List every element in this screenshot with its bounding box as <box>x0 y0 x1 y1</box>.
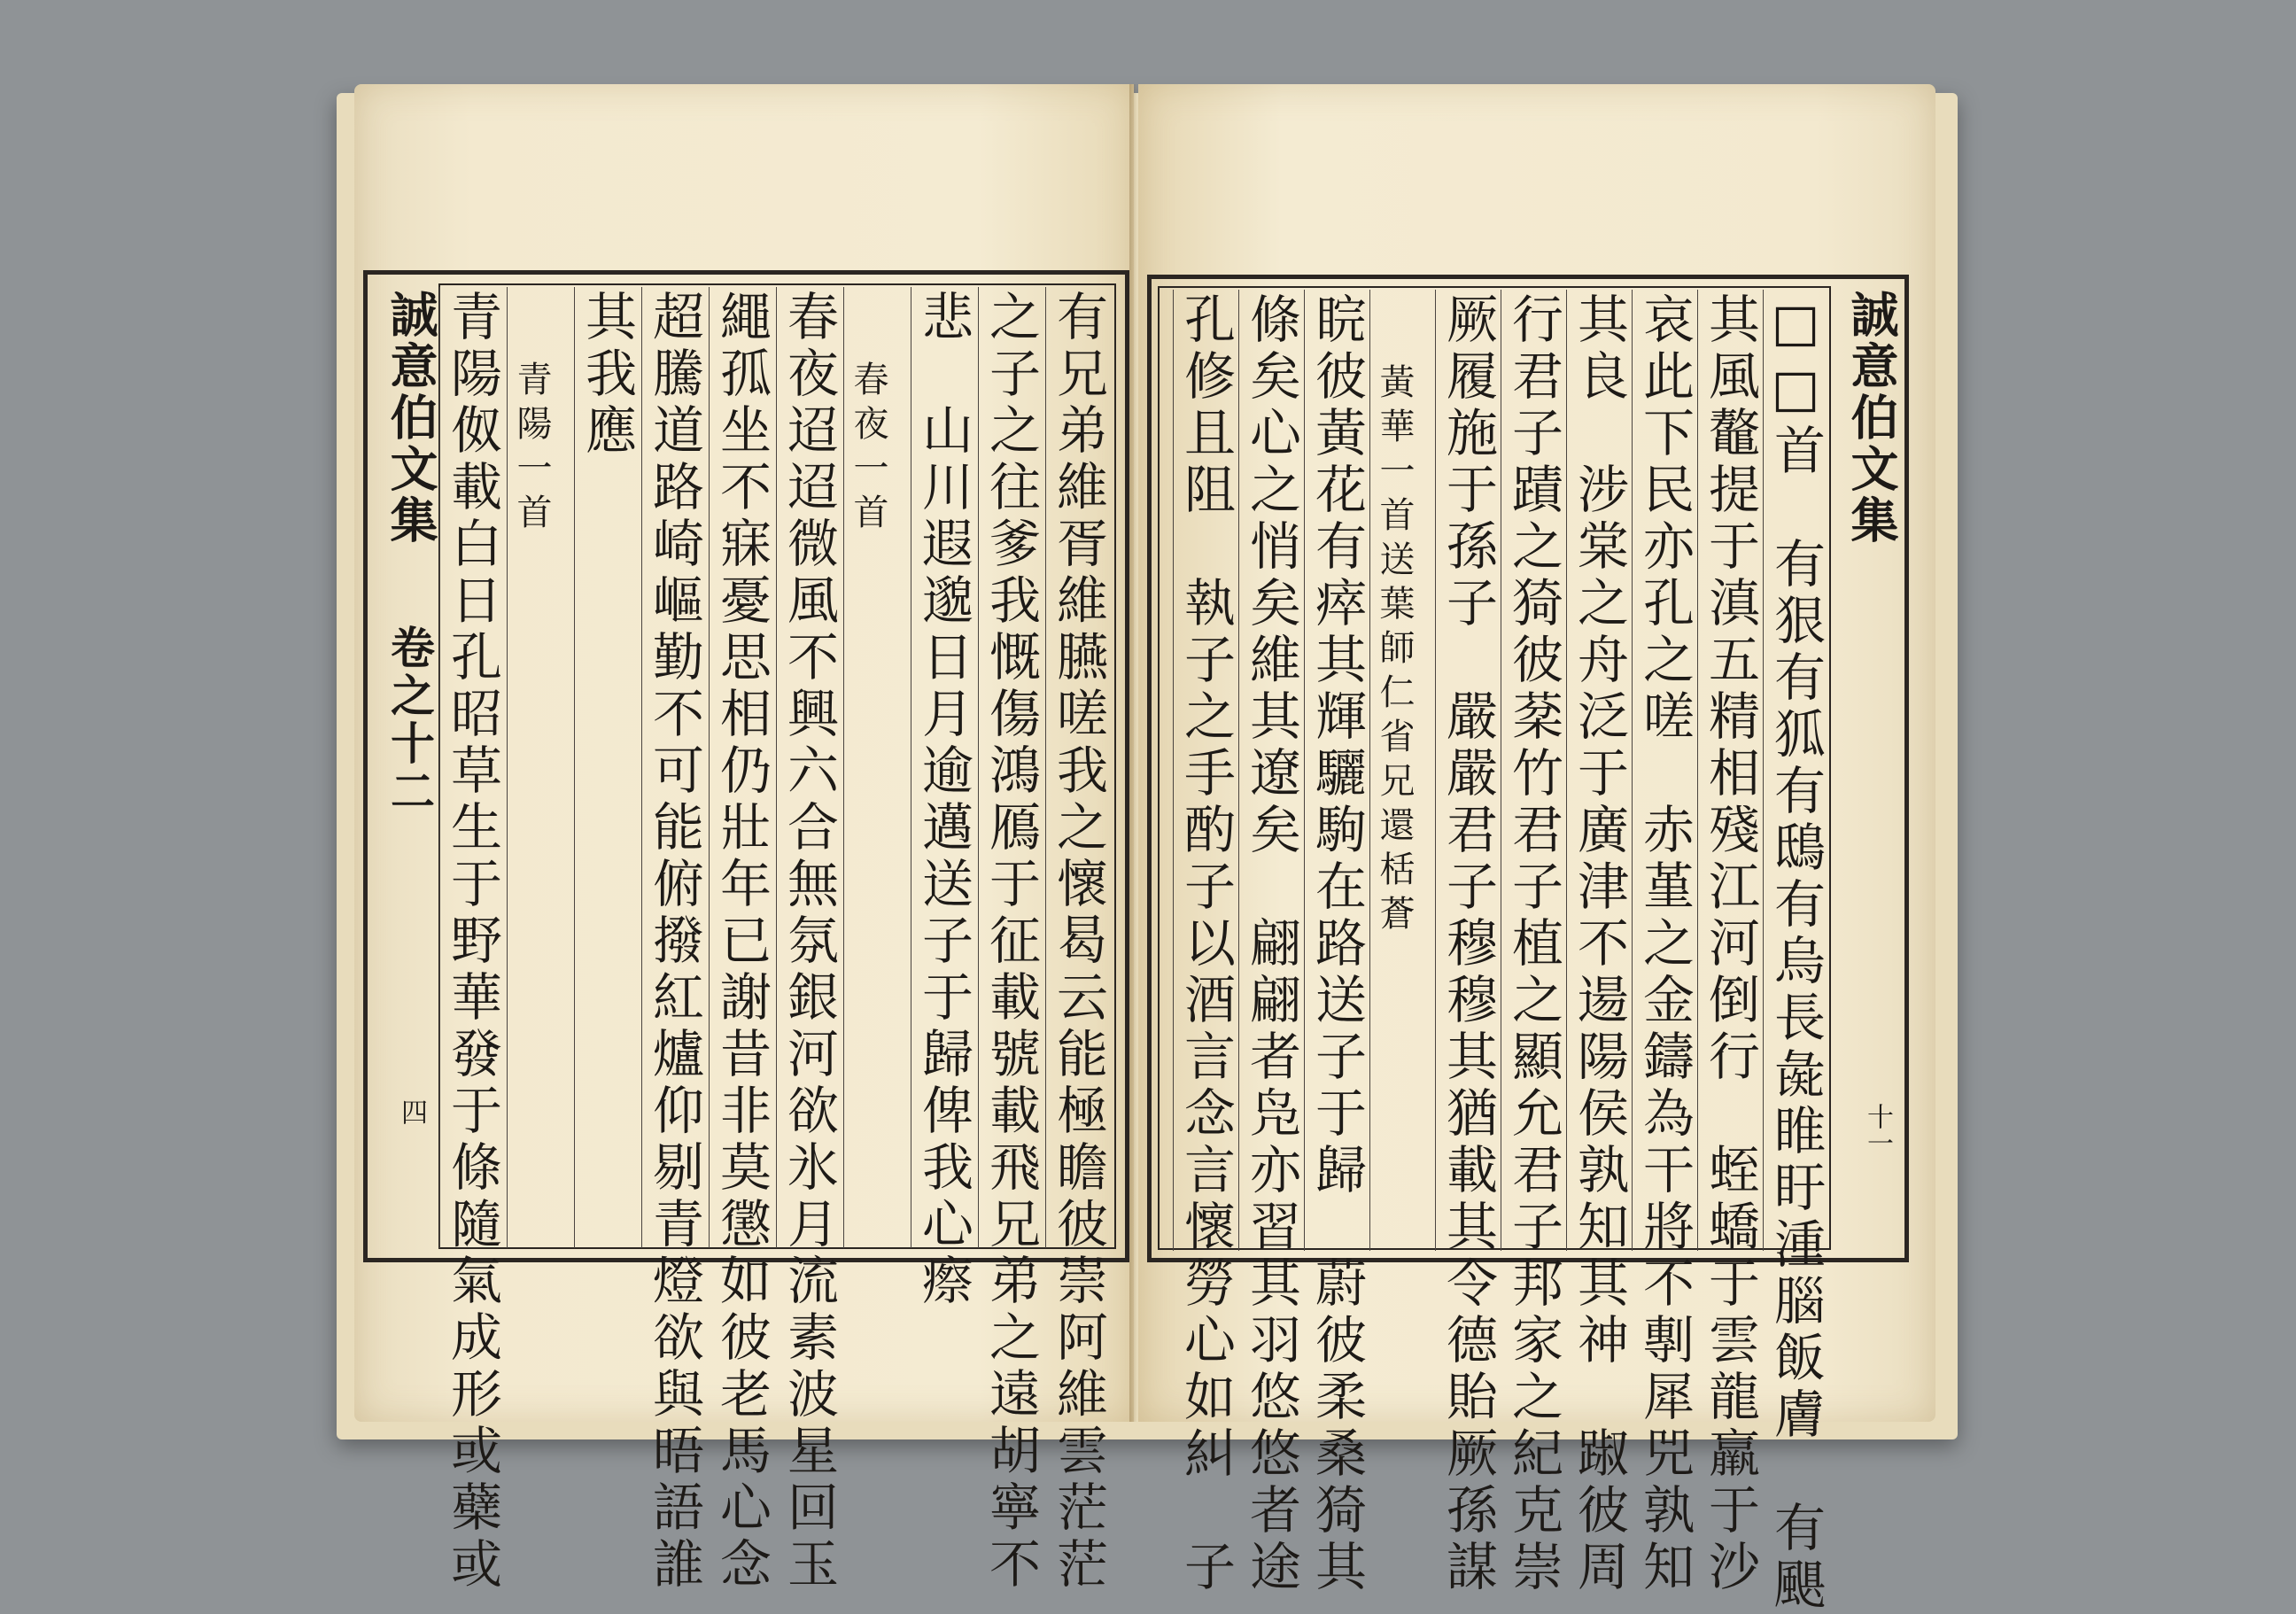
text-column: 其我應 <box>577 290 637 460</box>
column-rule <box>1697 290 1698 1251</box>
text-column: 春夜迢迢微風不興六合無氛銀河欲氷月流素波星回玉 <box>779 290 839 1594</box>
text-column: 其風鼇提于滇五精相殘江河倒行 蛭蟜于雲龍羸于沙 <box>1700 292 1760 1596</box>
column-rule <box>1632 290 1633 1251</box>
column-rule <box>709 287 710 1248</box>
text-column: □□首 有狠有狐有鴟有烏長彘睢盱湩腦飯膚 有颶 <box>1765 292 1826 1614</box>
column-rule <box>978 287 979 1248</box>
text-column: 條矣心之悄矣維其遼矣 翩翩者凫亦習其羽悠悠者途 <box>1241 292 1301 1596</box>
column-rule <box>1763 290 1764 1251</box>
column-rule <box>843 287 844 1248</box>
book <box>337 84 1966 1614</box>
column-rule <box>507 287 508 1248</box>
column-rule <box>1238 290 1239 1251</box>
text-column: 悲 山川遐邈日月逾邁送子于歸俾我心瘵 <box>913 290 973 1310</box>
left-margin-volume: 卷之十二 <box>384 625 436 816</box>
right-margin-title: 誠意伯文集 <box>1843 290 1900 547</box>
right-page <box>1138 84 1935 1614</box>
column-rule <box>1566 290 1567 1251</box>
text-column: 其良 涉棠之舟泛于廣津不逿陽侯孰知其神 踧彼周 <box>1569 292 1629 1596</box>
text-column: 有兄弟維胥維臙嗟我之懷曷云能極瞻彼崇阿維雲茫茫 <box>1048 290 1108 1594</box>
column-rule <box>574 287 575 1248</box>
left-page <box>354 84 1134 1594</box>
text-column: 青陽伮載白日孔昭草生于野華發于條隨氣成形或蘗或 <box>442 290 502 1594</box>
column-rule <box>1304 290 1305 1251</box>
column-rule <box>776 287 777 1248</box>
column-rule <box>1435 290 1436 1251</box>
column-rule <box>439 287 440 1248</box>
text-column: 之子之往爹我慨傷鴻鴈于征載號載飛兄弟之遠胡寧不 <box>981 290 1041 1594</box>
column-rule <box>1045 287 1046 1248</box>
column-rule <box>1369 290 1370 1251</box>
column-rule <box>641 287 642 1248</box>
text-column: 孔修且阻 執子之手酌子以酒言念言懷勞心如糾 子 <box>1175 292 1236 1596</box>
text-column: 黃華一首送葉師仁省兄還栝蒼 <box>1374 363 1415 939</box>
text-column: 厥履施于孫子 嚴嚴君子穆穆其猶載其令德貽厥孫謀 <box>1438 292 1498 1596</box>
left-folio: 四 <box>396 1098 427 1125</box>
right-folio: 十一 <box>1862 1103 1893 1156</box>
left-margin-title: 誠意伯文集 <box>383 290 439 547</box>
text-column: 超騰道路崎嶇勤不可能俯撥紅爐仰剔青燈欲與晤語誰 <box>644 290 704 1594</box>
column-rule <box>1173 290 1174 1251</box>
text-column: 行君子蹟之猗彼棻竹君子植之顯允君子邦家之紀克崇 <box>1503 292 1563 1596</box>
text-column: 春夜一首 <box>848 361 888 538</box>
text-column: 睆彼黃花有瘁其輝驪駒在路送子于歸 蔚彼柔桑猗其 <box>1307 292 1367 1596</box>
text-column: 哀此下民亦孔之嗟 赤堇之金鑄為干將不剸犀兕孰知 <box>1634 292 1695 1596</box>
text-column: 繩孤坐不寐憂思相仍壯年已謝昔非莫懲如彼老馬心念 <box>711 290 772 1594</box>
text-column: 青陽一首 <box>511 361 552 538</box>
